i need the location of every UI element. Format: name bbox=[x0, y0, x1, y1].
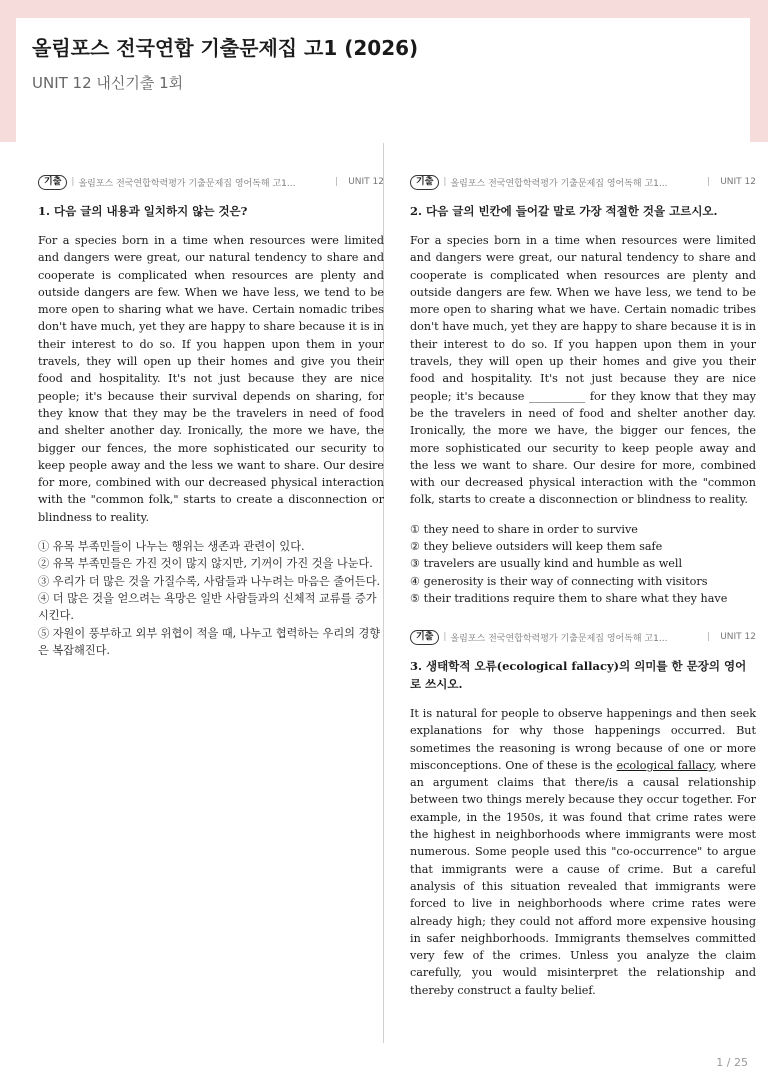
choice-5: ⑤ 자원이 풍부하고 외부 위협이 적을 때, 나누고 협력하는 우리의 경향은 복잡해진다. bbox=[38, 626, 381, 657]
question-prompt: 3. 생태학적 오류(ecological fallacy)의 의미를 한 문장의 영어로 쓰시오. bbox=[410, 659, 747, 691]
meta-separator: | bbox=[335, 177, 339, 187]
passage-text: for they know that they may be the travelers in need of food and shelter another day. Ironically, the more we have, the bigger our fences, the more sophisticated our security to keep people away and the less we want to share. Our desire for more, combined with our decreased physical interaction with the "common folk, starts to create a disconnection or blindness to reality. bbox=[410, 389, 757, 507]
meta-separator: | bbox=[707, 632, 711, 642]
passage-text: , where an argument claims that there/is a causal relationship between two things merely because they occur together. For example, in the 1950s, it was found that crime rates were the highest in neighborhoods where immigrants were most numerous. Some people used this "co-occurrence" to argue that immigrants were a cause of crime. But a careful analysis of this situation revealed that immigrants were forced to live in neighborhoods where crime rates were already high; they could not afford more expensive housing in safer neighborhoods. Immigrants themselves committed very few of the crimes. Unless you analyze the claim carefully, you would misinterpret the relationship and thereby construct a faulty belief. bbox=[410, 758, 756, 997]
meta-separator: | bbox=[443, 177, 447, 187]
page-number: 1 / 25 bbox=[716, 1056, 748, 1069]
question-unit: UNIT 12 bbox=[720, 177, 756, 187]
question-tag: 기출 bbox=[38, 175, 67, 190]
choice-1: ① they need to share in order to survive bbox=[410, 522, 638, 536]
passage-text: For a species born in a time when resources were limited and dangers were great, our natural tendency to share and cooperate is complicated when resources are plenty and outside dangers are few. When we have less, we tend to be more open to sharing what we have. Certain nomadic tribes don't have much, yet they are happy to share because it is in their interest to do so. If you happen upon them in your travels, they will open up their homes and give you their food and hospitality. It's not just because they are nice people; it's because bbox=[410, 234, 756, 403]
question-meta bbox=[410, 629, 756, 645]
question-passage bbox=[410, 232, 756, 509]
choice-3: ③ travelers are usually kind and humble as well bbox=[410, 557, 683, 571]
question-prompt: 1. 다음 글의 내용과 일치하지 않는 것은? bbox=[38, 204, 248, 218]
choice-3: ③ 우리가 더 많은 것을 가질수록, 사람들과 나누려는 마음은 줄어든다. bbox=[38, 574, 381, 588]
choice-4: ④ 더 많은 것을 얻으려는 욕망은 일반 사람들과의 신체적 교류를 증가시킨다. bbox=[38, 591, 377, 623]
question-passage: For a species born in a time when resources were limited and dangers were great, our natural tendency to share and cooperate is complicated when resources are plenty and outside dangers are few. When we have less, we tend to be more open to sharing what we have. Certain nomadic tribes don't have much, yet they are happy to share because it is in their interest to do so. If you happen upon them in your travels, they will open up their homes and give you their food and hospitality. It's not just because they are nice people; it's because their survival depends on sharing, for they know that they may be the travelers in need of food and shelter another day. Ironically, the more we have, the bigger our fences, the more sophisticated our security to keep people away and the less we want to share. Our desire for more, combined with our decreased physical interaction with the "common folk," starts to create a disconnection or blindness to reality. bbox=[38, 234, 384, 524]
passage-text: It is natural for people to observe happenings and then seek explanations for why those happenings occurred. But sometimes the reasoning is wrong because of one or more misconceptions. One of these is the bbox=[410, 707, 756, 772]
meta-separator: | bbox=[71, 177, 75, 187]
choice-1: ① 유목 부족민들이 나누는 행위는 생존과 관련이 있다. bbox=[38, 540, 305, 554]
page-subtitle: UNIT 12 내신기출 1회 bbox=[32, 74, 184, 92]
underlined-term: ecological fallacy bbox=[616, 758, 714, 772]
question-source: 올림포스 전국연합학력평가 기출문제집 영어독해 고1... bbox=[450, 178, 668, 189]
question-meta bbox=[38, 174, 384, 190]
question-prompt: 2. 다음 글의 빈칸에 들어갈 말로 가장 적절한 것을 고르시오. bbox=[410, 204, 718, 218]
question-unit: UNIT 12 bbox=[348, 177, 384, 187]
choice-2: ② 유목 부족민들은 가진 것이 많지 않지만, 기꺼이 가진 것을 나눈다. bbox=[38, 557, 373, 571]
question-tag: 기출 bbox=[410, 630, 439, 645]
page-title: 올림포스 전국연합 기출문제집 고1 (2026) bbox=[32, 36, 419, 60]
question-1 bbox=[38, 174, 384, 659]
question-3 bbox=[410, 629, 756, 999]
choice-2: ② they believe outsiders will keep them safe bbox=[410, 540, 663, 554]
question-passage bbox=[410, 705, 756, 999]
question-unit: UNIT 12 bbox=[720, 632, 756, 642]
question-meta bbox=[410, 174, 756, 190]
question-2 bbox=[410, 174, 756, 607]
question-source: 올림포스 전국연합학력평가 기출문제집 영어독해 고1... bbox=[78, 178, 296, 189]
choice-list bbox=[38, 538, 384, 659]
choice-5: ⑤ their traditions require them to share what they have bbox=[410, 591, 728, 605]
meta-separator: | bbox=[707, 177, 711, 187]
question-source: 올림포스 전국연합학력평가 기출문제집 영어독해 고1... bbox=[450, 633, 668, 644]
answer-blank: __________ bbox=[529, 389, 586, 403]
choice-list bbox=[410, 521, 756, 607]
choice-4: ④ generosity is their way of connecting with visitors bbox=[410, 574, 708, 588]
question-tag: 기출 bbox=[410, 175, 439, 190]
meta-separator: | bbox=[443, 632, 447, 642]
